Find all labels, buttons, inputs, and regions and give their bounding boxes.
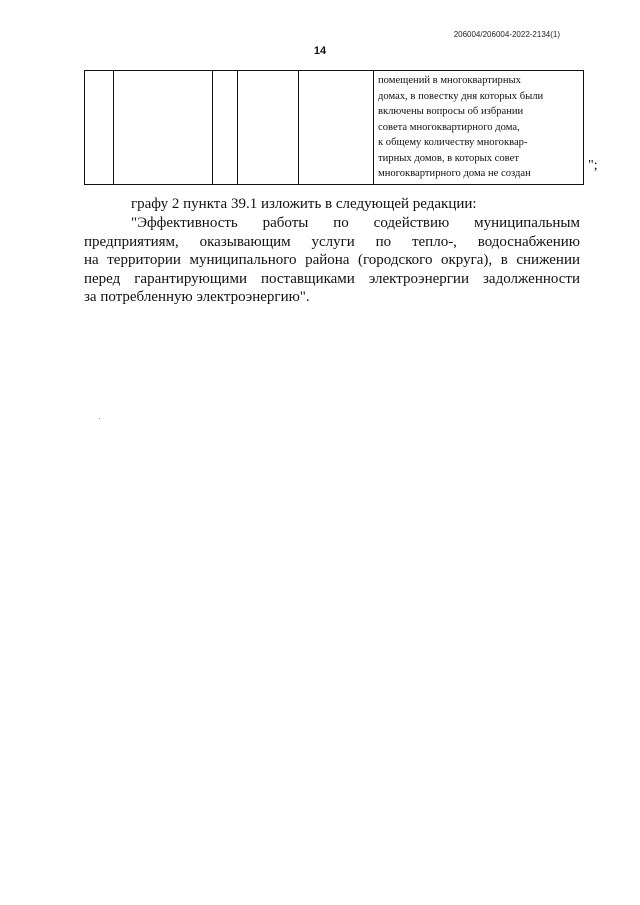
- text-line: на территории муниципального района (городского округа), в снижении: [84, 252, 580, 268]
- table-cell-text: [374, 71, 584, 185]
- text-line: перед гарантирующими поставщиками электроэнергии задолженности: [84, 270, 580, 287]
- closing-quote: ";: [588, 158, 598, 173]
- amendment-text: [84, 214, 580, 307]
- table-cell-3: [213, 71, 238, 185]
- cell-line: тирных домов, в которых совет: [378, 152, 519, 164]
- cell-line: домах, в повестку дня которых были: [378, 90, 544, 102]
- table-cell-1: [85, 71, 114, 185]
- text-line: за потребленную электроэнергию".: [84, 289, 310, 305]
- table-fragment: [84, 70, 584, 185]
- cell-line: помещений в многоквартирных: [378, 75, 521, 86]
- table-cell-2: [114, 71, 213, 185]
- cell-line: включены вопросы об избрании: [378, 106, 524, 117]
- text-line: "Эффективность работы по содействию муниципальным: [131, 215, 580, 231]
- page-number: 14: [313, 45, 327, 57]
- table-cell-5: [299, 71, 374, 185]
- table-row: [85, 71, 584, 185]
- cell-line: к общему количеству многоквар-: [378, 137, 528, 148]
- table-cell-4: [238, 71, 299, 185]
- cell-line: совета многоквартирного дома,: [378, 121, 520, 133]
- document-id: 206004/206004-2022-2134(1): [453, 30, 560, 39]
- amendment-lead: графу 2 пункта 39.1 изложить в следующей редакции:: [131, 196, 477, 212]
- scan-speck: [99, 418, 100, 419]
- text-line: предприятиям, оказывающим услуги по тепло-, водоснабжению: [84, 233, 580, 250]
- cell-line: многоквартирного дома не создан: [378, 168, 531, 179]
